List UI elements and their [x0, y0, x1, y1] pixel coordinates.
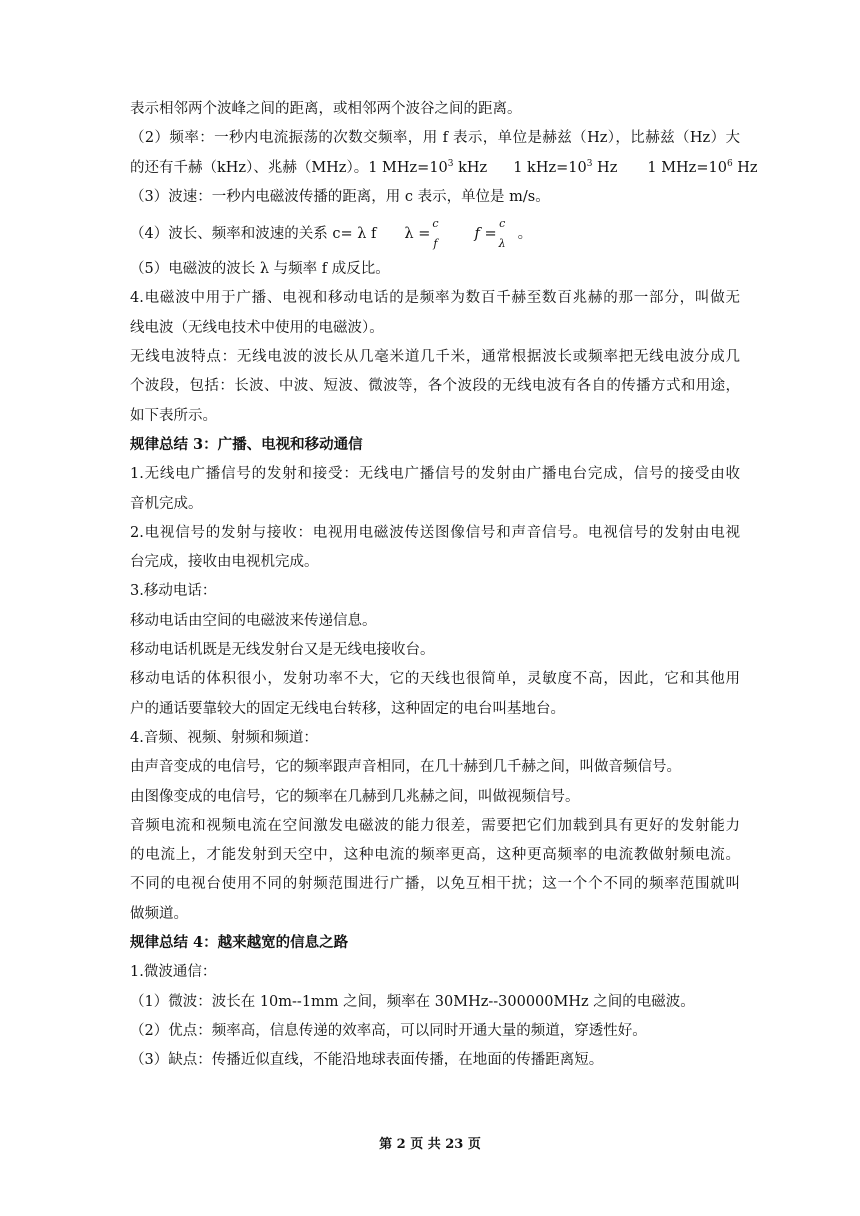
text-line: 的电流上，才能发射到天空中，这种电流的频率更高，这种更高频率的电流教做射频电流。	[130, 847, 740, 864]
text-line: 如下表所示。	[130, 407, 217, 424]
text-line: （3）波速：一秒内电磁波传播的距离，用 c 表示，单位是 m/s。	[130, 188, 550, 205]
unit-equation-2: 1 $kHz=10^3$ Hz	[513, 158, 618, 176]
text-line: （2）频率：一秒内电流振荡的次数交频率，用 f 表示，单位是赫兹（Hz），比赫兹（Hz）大	[130, 130, 740, 147]
text-line: （1）微波：波长在 10m--1mm 之间，频率在 30MHz--300000MHz 之间的电磁波。	[130, 993, 695, 1010]
text-line: 2.电视信号的发射与接收：电视用电磁波传送图像信号和声音信号。电视信号的发射由电视	[130, 524, 740, 541]
wavelength-formula: λ = c f	[404, 217, 439, 251]
text-line: （5）电磁波的波长 λ 与频率 f 成反比。	[130, 261, 390, 278]
page-footer: 第 2 页 共 23 页	[379, 1137, 481, 1152]
text-line: 移动电话由空间的电磁波来传递信息。	[130, 612, 377, 629]
section-heading: 规律总结 4：越来越宽的信息之路	[130, 934, 349, 952]
text-line: 音频电流和视频电流在空间激发电磁波的能力很差，需要把它们加载到具有更好的发射能力	[130, 817, 740, 834]
text-line: 做频道。	[130, 905, 188, 922]
frequency-formula: f = c λ	[474, 217, 506, 251]
text-line: 1.无线电广播信号的发射和接受：无线电广播信号的发射由广播电台完成，信号的接受由收	[130, 466, 740, 483]
text-line: （3）缺点：传播近似直线，不能沿地球表面传播，在地面的传播距离短。	[130, 1052, 604, 1069]
text-line: 户的通话要靠较大的固定无线电台转移，这种固定的电台叫基地台。	[130, 700, 565, 717]
unit-equation-3: 1 $MHz=10^6$ Hz	[647, 158, 758, 176]
text-line: 线电波（无线电技术中使用的电磁波）。	[130, 319, 384, 336]
text-line: 无线电波特点：无线电波的波长从几毫米道几千米，通常根据波长或频率把无线电波分成几	[130, 349, 740, 366]
text-line: （2）优点：频率高，信息传递的效率高，可以同时开通大量的频道，穿透性好。	[130, 1022, 647, 1039]
section-heading: 规律总结 3：广播、电视和移动通信	[130, 435, 363, 453]
text-line: 1.微波通信：	[130, 964, 217, 981]
text-line: 表示相邻两个波峰之间的距离，或相邻两个波谷之间的距离。	[130, 101, 522, 117]
page-number: 2	[396, 1137, 406, 1152]
unit-conversion-line	[130, 158, 758, 177]
text-line: 移动电话的体积很小，发射功率不大，它的天线也很简单，灵敏度不高，因此，它和其他用	[130, 671, 740, 688]
text-line: 移动电话机既是无线发射台又是无线电接收台。	[130, 642, 435, 659]
text-line: 个波段，包括：长波、中波、短波、微波等，各个波段的无线电波有各自的传播方式和用途，	[130, 378, 740, 395]
total-pages: 23	[445, 1137, 464, 1152]
formula-text: （4）波长、频率和波速的关系 c= λ f	[130, 226, 377, 243]
page-content	[130, 100, 758, 1081]
text-line: 4.音频、视频、射频和频道：	[130, 729, 318, 746]
text-line: 3.移动电话：	[130, 583, 217, 600]
text-segment: 的还有千赫（kHz）、兆赫（MHz）。	[130, 159, 369, 176]
formula-line: （4）波长、频率和波速的关系 c= λ f λ = c f f = c λ 。	[130, 217, 533, 251]
text-line: 不同的电视台使用不同的射频范围进行广播，以免互相干扰；这一个个不同的频率范围就叫	[130, 876, 740, 893]
text-line: 台完成，接收由电视机完成。	[130, 554, 319, 571]
unit-equation-1: 1 $MHz=10^3$ kHz	[368, 158, 488, 176]
text-line: 音机完成。	[130, 495, 203, 512]
text-line: 由图像变成的电信号，它的频率在几赫到几兆赫之间，叫做视频信号。	[130, 788, 580, 805]
text-line: 4.电磁波中用于广播、电视和移动电话的是频率为数百千赫至数百兆赫的那一部分，叫做无	[130, 290, 740, 307]
text-line: 由声音变成的电信号，它的频率跟声音相同，在几十赫到几千赫之间，叫做音频信号。	[130, 759, 681, 776]
